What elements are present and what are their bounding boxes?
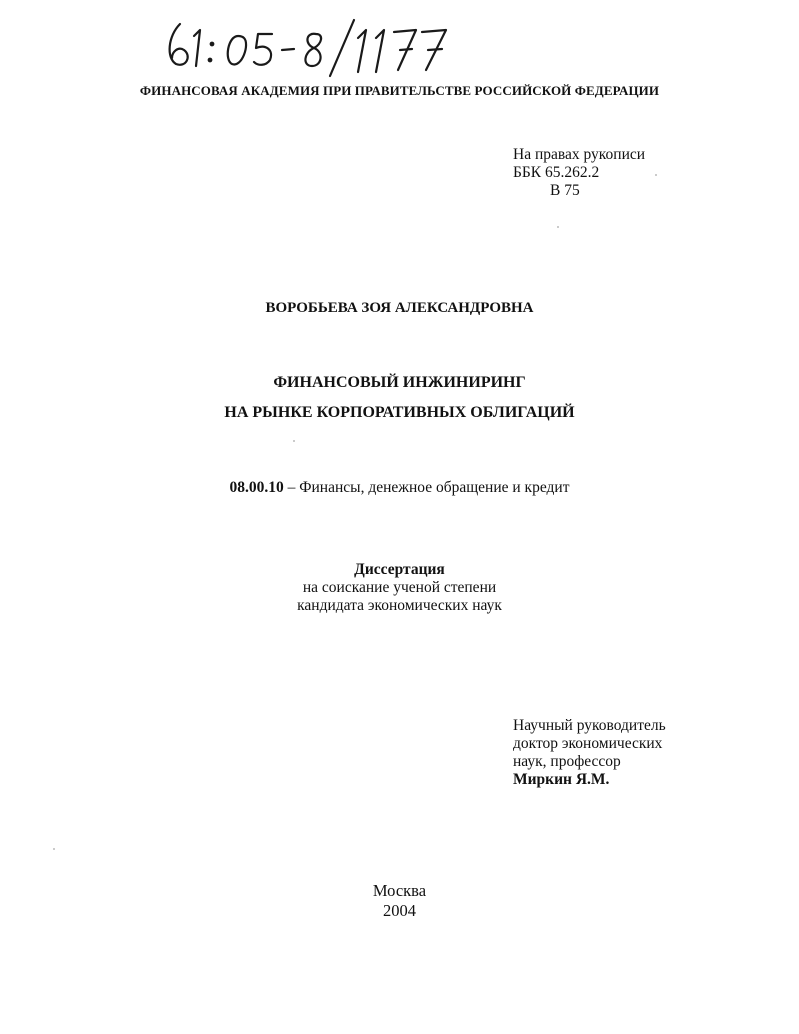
rights-label: На правах рукописи [513, 146, 646, 163]
dissertation-title [0, 368, 799, 428]
place-and-year [0, 881, 799, 921]
bbk-code: ББК 65.262.2 [513, 164, 600, 181]
dissertation-heading: Диссертация [354, 561, 445, 578]
supervisor-degree: доктор экономических [513, 735, 663, 752]
degree-line-2: кандидата экономических наук [297, 597, 502, 614]
handwritten-archive-code [158, 14, 458, 80]
title-line-1: ФИНАНСОВЫЙ ИНЖИНИРИНГ [273, 374, 526, 391]
supervisor-block [513, 717, 666, 789]
manuscript-rights-block [513, 146, 645, 200]
year: 2004 [383, 901, 416, 920]
scan-speck [53, 848, 55, 850]
city: Москва [372, 881, 427, 900]
scan-speck [293, 440, 295, 442]
supervisor-title: наук, профессор [513, 753, 621, 770]
degree-line-1: на соискание ученой степени [302, 579, 497, 596]
organization-name: ФИНАНСОВАЯ АКАДЕМИЯ ПРИ ПРАВИТЕЛЬСТВЕ РОССИЙСКОЙ ФЕДЕРАЦИИ [139, 83, 660, 98]
author-name: ВОРОБЬЕВА ЗОЯ АЛЕКСАНДРОВНА [265, 300, 534, 316]
author-mark: В 75 [550, 182, 580, 199]
dissertation-block [0, 561, 799, 615]
specialty-name: – Финансы, денежное обращение и кредит [283, 479, 570, 496]
title-line-2: НА РЫНКЕ КОРПОРАТИВНЫХ ОБЛИГАЦИЙ [224, 404, 575, 421]
supervisor-label: Научный руководитель [513, 717, 666, 734]
specialty-code: 08.00.10 [229, 479, 284, 496]
specialty-line [0, 479, 799, 497]
supervisor-name: Миркин Я.М. [513, 771, 610, 788]
scan-speck [655, 174, 657, 176]
scan-speck [557, 226, 559, 228]
